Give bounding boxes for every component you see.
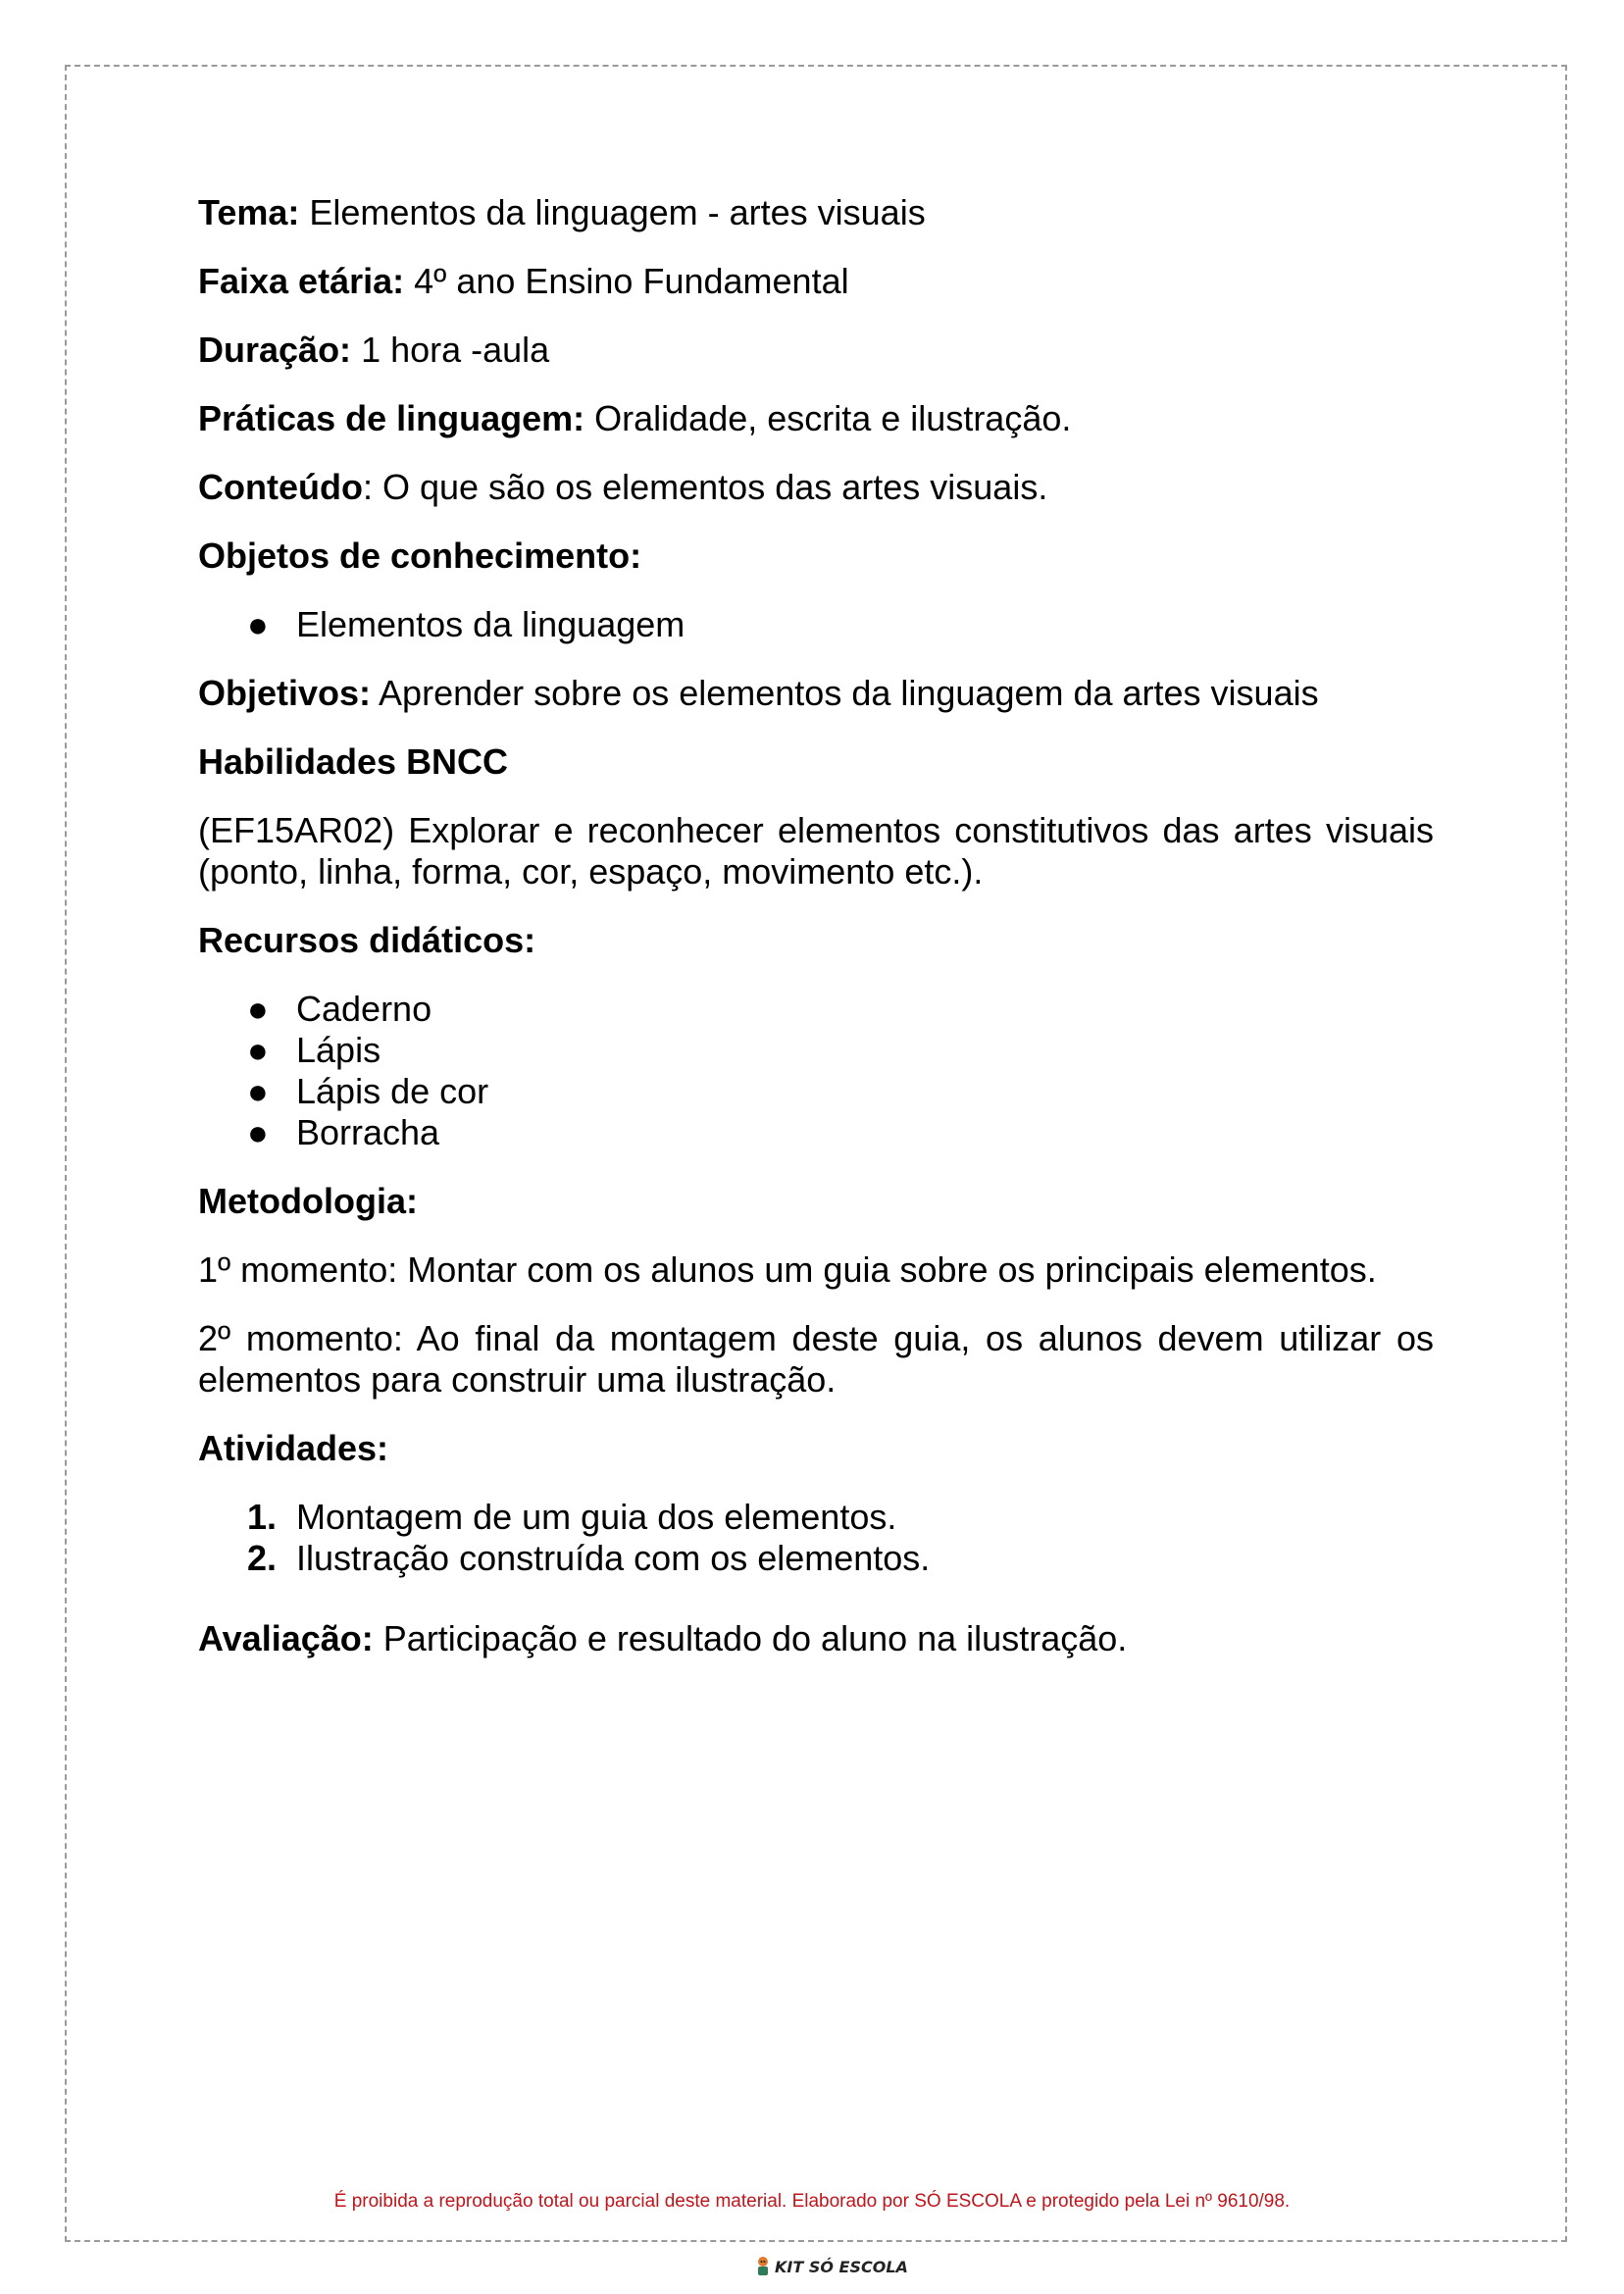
conteudo-line xyxy=(198,467,1434,508)
bullet-icon: ● xyxy=(247,1112,269,1152)
conteudo-label: Conteúdo xyxy=(198,467,363,507)
logo-mascot-icon xyxy=(755,2256,771,2277)
objetivos-label: Objetivos: xyxy=(198,673,372,713)
praticas-value: Oralidade, escrita e ilustração. xyxy=(594,398,1072,438)
list-item xyxy=(198,1497,1434,1538)
list-item-text: Montagem de um guia dos elementos. xyxy=(296,1497,897,1537)
list-item-text: Borracha xyxy=(296,1112,440,1152)
lesson-plan xyxy=(198,192,1434,1687)
list-item-text: Caderno xyxy=(296,989,432,1029)
conteudo-value: : O que são os elementos das artes visuais. xyxy=(362,467,1048,507)
list-item-text: Ilustração construída com os elementos. xyxy=(296,1538,931,1578)
recursos-list xyxy=(198,989,1434,1153)
tema-value: Elementos da linguagem - artes visuais xyxy=(309,192,926,232)
objetos-list xyxy=(198,604,1434,645)
duracao-value: 1 hora -aula xyxy=(361,330,550,370)
objetivos-line xyxy=(198,673,1434,714)
bullet-icon: ● xyxy=(247,604,269,644)
faixa-label: Faixa etária: xyxy=(198,261,405,301)
duracao-label: Duração: xyxy=(198,330,352,370)
kit-so-escola-logo xyxy=(755,2256,908,2277)
duracao-line xyxy=(198,330,1434,371)
logo-text: KIT SÓ ESCOLA xyxy=(775,2257,908,2276)
list-item xyxy=(198,1071,1434,1112)
avaliacao-value: Participação e resultado do aluno na ilustração. xyxy=(382,1618,1128,1658)
habilidades-text: (EF15AR02) Explorar e reconhecer elementos constitutivos das artes visuais (ponto, linha, forma, cor, espaço, movimento etc.). xyxy=(198,810,1434,892)
list-item-text: Lápis de cor xyxy=(296,1071,489,1111)
list-item-text: Lápis xyxy=(296,1030,381,1070)
list-item xyxy=(198,1030,1434,1071)
faixa-value: 4º ano Ensino Fundamental xyxy=(414,261,849,301)
metodologia-momento-1: 1º momento: Montar com os alunos um guia sobre os principais elementos. xyxy=(198,1249,1377,1290)
recursos-heading: Recursos didáticos: xyxy=(198,920,536,960)
list-item xyxy=(198,1112,1434,1153)
habilidades-heading: Habilidades BNCC xyxy=(198,741,509,782)
bullet-icon: ● xyxy=(247,1071,269,1111)
list-item xyxy=(198,989,1434,1030)
praticas-line xyxy=(198,398,1434,439)
list-number: 1. xyxy=(247,1497,278,1537)
list-number: 2. xyxy=(247,1538,278,1578)
metodologia-momento-2: 2º momento: Ao final da montagem deste guia, os alunos devem utilizar os elementos para construir uma ilustração. xyxy=(198,1318,1434,1400)
metodologia-heading: Metodologia: xyxy=(198,1181,418,1221)
list-item xyxy=(198,604,1434,645)
bullet-icon: ● xyxy=(247,989,269,1029)
copyright-notice: É proibida a reprodução total ou parcial deste material. Elaborado por SÓ ESCOLA e protegido pela Lei nº 9610/98. xyxy=(333,2191,1291,2212)
praticas-label: Práticas de linguagem: xyxy=(198,398,585,438)
avaliacao-line xyxy=(198,1618,1434,1659)
objetos-heading: Objetos de conhecimento: xyxy=(198,535,642,576)
list-item-text: Elementos da linguagem xyxy=(296,604,685,644)
list-item xyxy=(198,1538,1434,1579)
objetivos-value: Aprender sobre os elementos da linguagem da artes visuais xyxy=(379,673,1319,713)
atividades-heading: Atividades: xyxy=(198,1428,389,1468)
faixa-line xyxy=(198,261,1434,302)
tema-label: Tema: xyxy=(198,192,300,232)
atividades-list xyxy=(198,1497,1434,1579)
tema-line xyxy=(198,192,1434,233)
avaliacao-label: Avaliação: xyxy=(198,1618,374,1658)
bullet-icon: ● xyxy=(247,1030,269,1070)
